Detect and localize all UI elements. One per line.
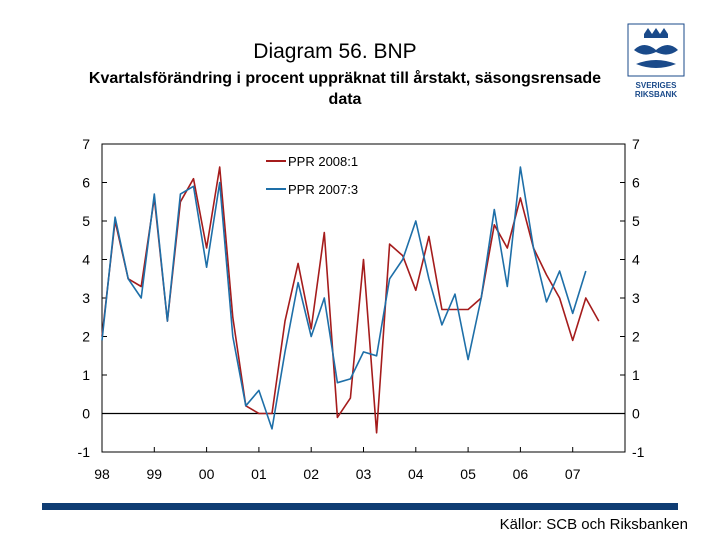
source-note: Källor: SCB och Riksbanken: [499, 516, 688, 533]
y-tick-label-left: 4: [82, 251, 90, 268]
x-tick-label: 02: [303, 466, 319, 482]
y-tick-label-left: 0: [82, 405, 90, 422]
y-tick-label-right: -1: [632, 444, 645, 460]
series-line-1: [102, 167, 599, 433]
y-tick-label-left: 5: [82, 213, 90, 229]
chart-title: Diagram 56. BNP: [253, 40, 417, 63]
x-tick-label: 07: [564, 466, 581, 482]
plot-frame: [102, 144, 625, 452]
y-tick-label-left: 2: [82, 328, 90, 345]
legend-label-2: PPR 2007:3: [288, 182, 359, 197]
logo-text-line-1: SVERIGES: [635, 81, 677, 90]
y-tick-label-right: 7: [632, 136, 640, 152]
subtitle-line-2: data: [328, 91, 362, 108]
series-line-2: [102, 167, 586, 429]
x-tick-label: 04: [408, 466, 424, 482]
y-tick-label-right: 6: [632, 174, 640, 191]
y-tick-label-left: -1: [77, 444, 90, 460]
logo-text-line-2: RIKSBANK: [634, 90, 678, 99]
bottom-bar: [42, 503, 678, 510]
y-tick-label-right: 3: [632, 290, 640, 306]
y-tick-label-left: 7: [82, 136, 90, 152]
x-tick-label: 00: [198, 466, 215, 482]
y-tick-label-right: 5: [632, 213, 640, 229]
legend-label-1: PPR 2008:1: [288, 154, 359, 169]
y-tick-label-left: 1: [82, 367, 90, 383]
x-tick-label: 01: [251, 466, 267, 482]
y-tick-label-right: 4: [632, 251, 640, 268]
y-tick-label-left: 3: [82, 290, 90, 306]
x-tick-label: 98: [94, 466, 110, 482]
x-tick-label: 99: [146, 466, 163, 482]
subtitle-line-1: Kvartalsförändring i procent uppräknat till årstakt, säsongsrensade: [88, 70, 602, 87]
x-tick-label: 05: [460, 466, 476, 482]
y-tick-label-right: 1: [632, 367, 640, 383]
x-tick-label: 06: [512, 466, 529, 482]
y-tick-label-left: 6: [82, 174, 90, 191]
y-tick-label-right: 0: [632, 405, 640, 422]
y-tick-label-right: 2: [632, 328, 640, 345]
x-tick-label: 03: [355, 466, 372, 482]
